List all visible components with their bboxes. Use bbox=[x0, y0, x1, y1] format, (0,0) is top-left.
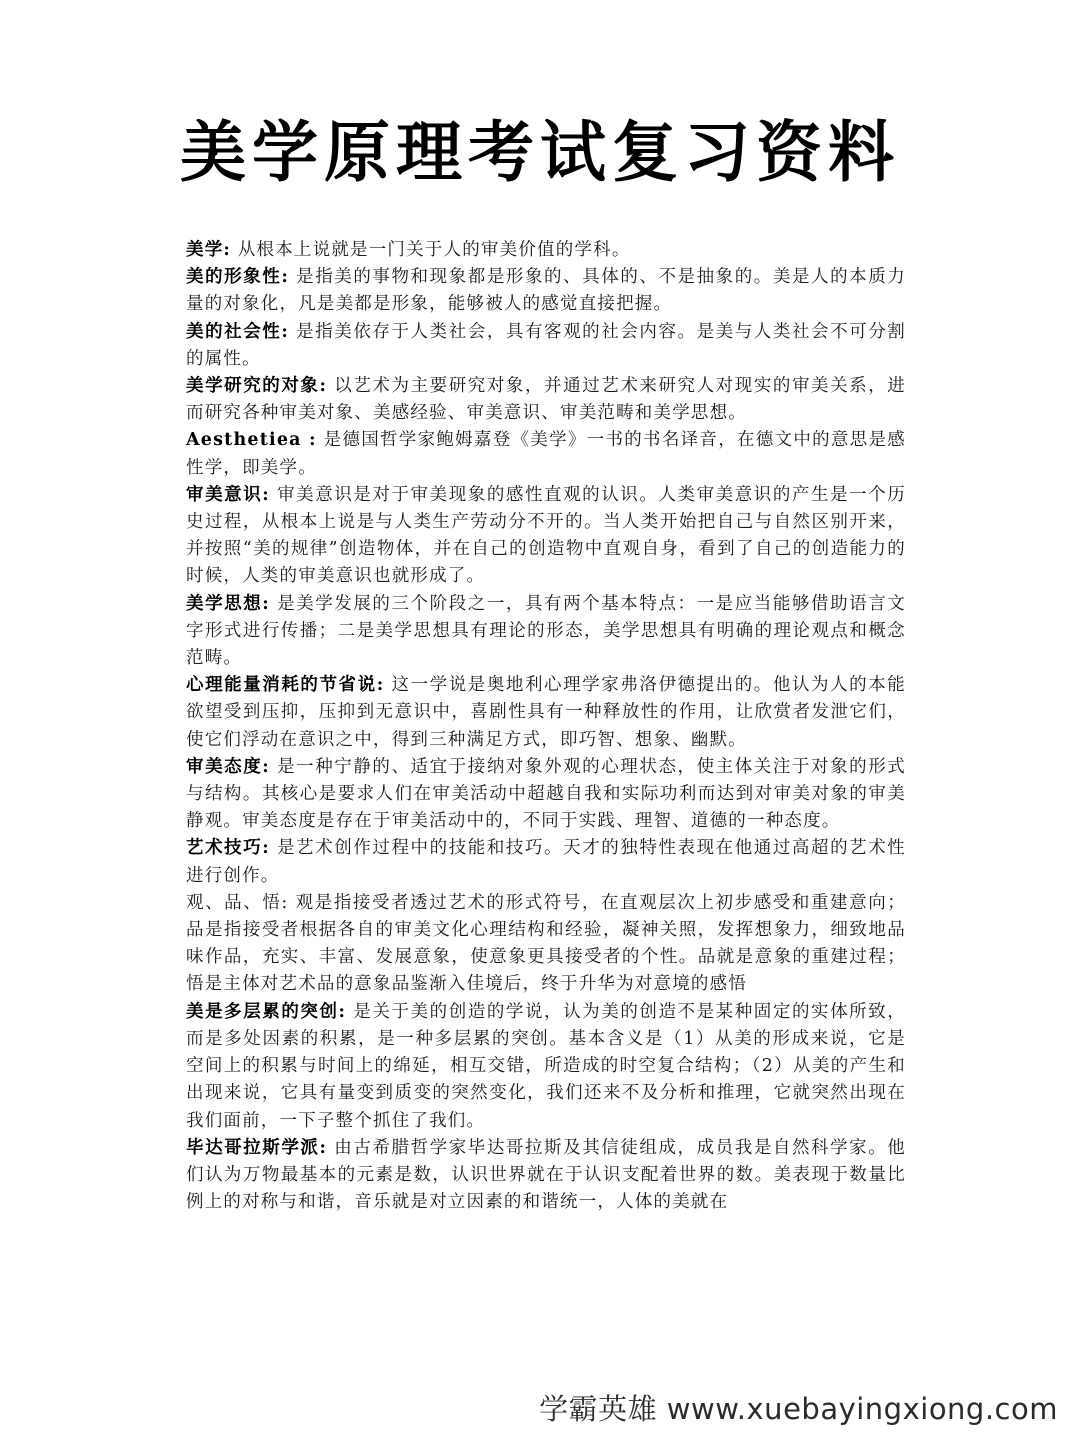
entry-term: 美学思想: bbox=[186, 593, 270, 614]
entry-multilayer-emergence bbox=[186, 999, 906, 1135]
entry-aesthetics bbox=[186, 237, 906, 264]
entry-term: 心理能量消耗的节省说: bbox=[186, 675, 385, 696]
entry-artistic-skill bbox=[186, 835, 906, 889]
entry-pythagorean-school bbox=[186, 1135, 906, 1217]
entry-definition: 从根本上说就是一门关于人的审美价值的学科。 bbox=[231, 240, 631, 260]
entry-term: 美的形象性: bbox=[186, 267, 290, 288]
entry-definition: 审美意识是对于审美现象的感性直观的认识。人类审美意识的产生是一个历史过程，从根本上说是与人类生产劳动分不开的。当人类开始把自己与自然区别开来，并按照“美的规律”创造物体，并在自己的创造物中直观自身，看到了自己的创造能力的时候，人类的审美意识也就形成了。 bbox=[186, 484, 906, 587]
entry-beauty-imagery bbox=[186, 264, 906, 318]
entry-aesthetiea bbox=[186, 427, 906, 481]
entry-term: 审美态度: bbox=[186, 756, 270, 777]
entry-term: 毕达哥拉斯学派: bbox=[186, 1137, 328, 1158]
entry-definition: 是指美的事物和现象都是形象的、具体的、不是抽象的。美是人的本质力量的对象化，凡是美都是形象，能够被人的感觉直接把握。 bbox=[186, 267, 906, 315]
entry-aesthetic-attitude bbox=[186, 754, 906, 836]
entry-definition: 是艺术创作过程中的技能和技巧。天才的独特性表现在他通过高超的艺术性进行创作。 bbox=[186, 838, 906, 886]
entry-definition: 由古希腊哲学家毕达哥拉斯及其信徒组成，成员我是自然科学家。他们认为万物最基本的元素是数，认识世界就在于认识支配着世界的数。美表现于数量比例上的对称与和谐，音乐就是对立因素的和谐统一，人体的美就在 bbox=[186, 1137, 907, 1213]
entry-term: 艺术技巧: bbox=[186, 838, 270, 859]
entry-definition: 是德国哲学家鲍姆嘉登《美学》一书的书名译音，在德文中的意思是感性学，即美学。 bbox=[186, 430, 906, 478]
entry-definition: 是指美依存于人类社会，具有客观的社会内容。是美与人类社会不可分割的属性。 bbox=[186, 321, 906, 369]
entry-aesthetic-consciousness bbox=[186, 482, 906, 591]
entry-definition: 是关于美的创造的学说，认为美的创造不是某种固定的实体所致，而是多处因素的积累，是一种多层累的突创。基本含义是（1）从美的形成来说，它是空间上的积累与时间上的绵延，相互交错，所造成的时空复合结构；（2）从美的产生和出现来说，它具有量变到质变的突然变化，我们还来不及分析和推理，它就突然出现在我们面前，一下子整个抓住了我们。 bbox=[186, 1001, 906, 1131]
document-body bbox=[186, 237, 906, 1216]
entry-research-object bbox=[186, 373, 906, 427]
site-watermark: 学霸英雄 www.xuebayingxiong.com bbox=[539, 1392, 1058, 1426]
document-title: 美学原理考试复习资料 bbox=[180, 113, 900, 191]
entry-term: 审美意识: bbox=[186, 484, 270, 505]
entry-definition: 是一种宁静的、适宜于接纳对象外观的心理状态，使主体关注于对象的形式与结构。其核心是要求人们在审美活动中超越自我和实际功利而达到对审美对象的审美静观。审美态度是存在于审美活动中的，不同于实践、理智、道德的一种态度。 bbox=[186, 756, 906, 832]
entry-definition: 这一学说是奥地利心理学家弗洛伊德提出的。他认为人的本能欲望受到压抑，压抑到无意识中，喜剧性具有一种释放性的作用，让欣赏者发泄它们，使它们浮动在意识之中，得到三种满足方式，即巧智、想象、幽默。 bbox=[186, 675, 906, 750]
entry-term: Aesthetiea : bbox=[186, 430, 317, 451]
entry-definition: 观是指接受者透过艺术的形式符号，在直观层次上初步感受和重建意向；品是指接受者根据各自的审美文化心理结构和经验，凝神关照，发挥想象力，细致地品味作品，充实、丰富、发展意象，使意象更具接受者的个性。品就是意象的重建过程；悟是主体对艺术品的意象品鉴渐入佳境后，终于升华为对意境的感悟 bbox=[186, 892, 906, 995]
entry-definition: 是美学发展的三个阶段之一，具有两个基本特点：一是应当能够借助语言文字形式进行传播；二是美学思想具有理论的形态，美学思想具有明确的理论观点和概念范畴。 bbox=[186, 593, 906, 669]
entry-term: 美是多层累的突创: bbox=[186, 1001, 347, 1022]
entry-aesthetic-thought bbox=[186, 591, 906, 673]
entry-energy-saving-theory bbox=[186, 672, 906, 754]
entry-term: 美学: bbox=[186, 240, 232, 260]
entry-term: 美学研究的对象: bbox=[186, 376, 328, 397]
entry-definition: 以艺术为主要研究对象，并通过艺术来研究人对现实的审美关系，进而研究各种审美对象、美感经验、审美意识、审美范畴和美学思想。 bbox=[186, 376, 907, 424]
entry-term: 美的社会性: bbox=[186, 321, 290, 342]
entry-beauty-sociality bbox=[186, 319, 906, 373]
entry-observe-taste-realize bbox=[186, 890, 906, 999]
entry-term: 观、品、悟: bbox=[186, 892, 289, 913]
